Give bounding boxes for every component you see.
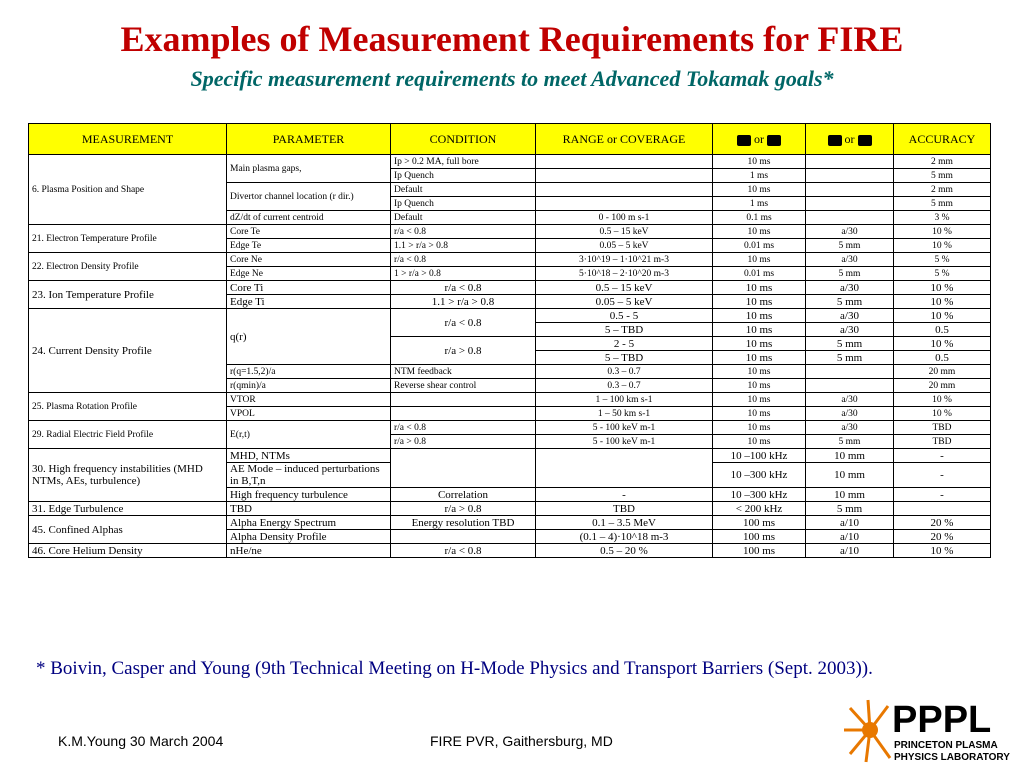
table-cell: Divertor channel location (r dir.) — [227, 183, 391, 211]
table-cell: 30. High frequency instabilities (MHD NTMs, AEs, turbulence) — [29, 449, 227, 502]
table-cell: 5 mm — [806, 295, 894, 309]
table-cell: TBD — [227, 502, 391, 516]
table-cell: dZ/dt of current centroid — [227, 211, 391, 225]
table-cell: 20 mm — [894, 379, 991, 393]
table-cell: 23. Ion Temperature Profile — [29, 281, 227, 309]
table-cell: 5 % — [894, 253, 991, 267]
table-cell: 0.3 – 0.7 — [536, 365, 713, 379]
footer-author-date: K.M.Young 30 March 2004 — [58, 733, 224, 749]
header-measurement: MEASUREMENT — [29, 124, 227, 155]
table-cell: 5 mm — [806, 351, 894, 365]
table-cell: Correlation — [391, 488, 536, 502]
header-parameter: PARAMETER — [227, 124, 391, 155]
table-cell: 1 – 50 km s-1 — [536, 407, 713, 421]
table-cell: 0.01 ms — [713, 267, 806, 281]
table-row — [29, 421, 991, 435]
table-cell: 10 mm — [806, 488, 894, 502]
delta-k-icon — [858, 135, 872, 146]
table-row — [29, 449, 991, 463]
table-cell: 2 mm — [894, 183, 991, 197]
table-cell: 5 mm — [806, 502, 894, 516]
table-cell: 5 mm — [806, 337, 894, 351]
table-body — [29, 155, 991, 558]
logo-main-text: PPPL — [892, 699, 992, 741]
table-cell: r/a > 0.8 — [391, 502, 536, 516]
table-cell: 0.5 — [894, 351, 991, 365]
table-cell — [806, 379, 894, 393]
table-cell: 5 mm — [806, 435, 894, 449]
table-cell: 10 % — [894, 295, 991, 309]
table-cell: 0.5 – 20 % — [536, 544, 713, 558]
table-cell: 100 ms — [713, 516, 806, 530]
table-cell: 5 mm — [894, 169, 991, 183]
table-cell: - — [894, 449, 991, 463]
delta-f-icon — [767, 135, 781, 146]
table-cell: 10 ms — [713, 253, 806, 267]
table-cell — [536, 183, 713, 197]
table-cell: a/30 — [806, 309, 894, 323]
table-cell: Alpha Energy Spectrum — [227, 516, 391, 530]
table-cell: E(r,t) — [227, 421, 391, 449]
table-row — [29, 516, 991, 530]
table-cell: 2 mm — [894, 155, 991, 169]
table-cell: 10 % — [894, 544, 991, 558]
table-cell — [806, 169, 894, 183]
table-cell: Alpha Density Profile — [227, 530, 391, 544]
table-cell: a/30 — [806, 323, 894, 337]
table-cell: 10 –300 kHz — [713, 463, 806, 488]
table-cell: Ip > 0.2 MA, full bore — [391, 155, 536, 169]
table-cell: 20 mm — [894, 365, 991, 379]
table-cell: 3·10^19 – 1·10^21 m-3 — [536, 253, 713, 267]
table-cell: 10 ms — [713, 421, 806, 435]
table-cell: a/30 — [806, 393, 894, 407]
table-cell: Core Te — [227, 225, 391, 239]
table-cell: 10 % — [894, 309, 991, 323]
table-cell: 0.5 - 5 — [536, 309, 713, 323]
table-cell: 5 – TBD — [536, 351, 713, 365]
table-cell: 10 ms — [713, 435, 806, 449]
table-cell: 29. Radial Electric Field Profile — [29, 421, 227, 449]
table-cell: 1 ms — [713, 197, 806, 211]
table-cell: 0.5 – 15 keV — [536, 281, 713, 295]
measurement-table — [28, 123, 991, 558]
header-or-label: or — [844, 132, 855, 146]
logo-line1: PRINCETON PLASMA — [894, 740, 998, 751]
table-cell: 10 ms — [713, 309, 806, 323]
table-cell: q(r) — [227, 309, 391, 365]
table-cell: 10 % — [894, 281, 991, 295]
table-cell: 0 - 100 m s-1 — [536, 211, 713, 225]
table-cell: 22. Electron Density Profile — [29, 253, 227, 281]
table-cell: 0.5 – 15 keV — [536, 225, 713, 239]
table-cell: 2 - 5 — [536, 337, 713, 351]
header-accuracy: ACCURACY — [894, 124, 991, 155]
table-cell — [806, 155, 894, 169]
table-cell: r(qmin)/a — [227, 379, 391, 393]
table-cell: 5 % — [894, 267, 991, 281]
table-cell: 0.05 – 5 keV — [536, 295, 713, 309]
table-cell: Ip Quench — [391, 169, 536, 183]
delta-x-icon — [828, 135, 842, 146]
table-cell: 5 mm — [894, 197, 991, 211]
table-cell: 10 ms — [713, 407, 806, 421]
table-cell: 100 ms — [713, 544, 806, 558]
table-cell: 10 ms — [713, 393, 806, 407]
table-cell — [391, 530, 536, 544]
table-row — [29, 225, 991, 239]
table-row — [29, 502, 991, 516]
table-cell: 20 % — [894, 516, 991, 530]
table-cell: 46. Core Helium Density — [29, 544, 227, 558]
table-cell: Edge Ne — [227, 267, 391, 281]
table-cell: 0.1 ms — [713, 211, 806, 225]
table-cell: r/a < 0.8 — [391, 544, 536, 558]
table-cell: Core Ti — [227, 281, 391, 295]
table-cell: 100 ms — [713, 530, 806, 544]
table-cell: 5 - 100 keV m-1 — [536, 421, 713, 435]
table-cell: 5 – TBD — [536, 323, 713, 337]
table-row — [29, 253, 991, 267]
table-cell: a/30 — [806, 253, 894, 267]
table-cell: r/a > 0.8 — [391, 337, 536, 365]
table-cell — [391, 449, 536, 488]
table-cell — [806, 183, 894, 197]
table-cell: a/10 — [806, 516, 894, 530]
table-cell: a/10 — [806, 544, 894, 558]
logo-line2: PHYSICS LABORATORY — [894, 752, 1010, 763]
table-cell: 1 > r/a > 0.8 — [391, 267, 536, 281]
header-spatial-resolution — [806, 124, 894, 155]
footer-venue: FIRE PVR, Gaithersburg, MD — [430, 733, 613, 749]
table-row — [29, 155, 991, 169]
table-cell: nHe/ne — [227, 544, 391, 558]
table-cell: Default — [391, 211, 536, 225]
table-cell: 10 ms — [713, 155, 806, 169]
header-time-resolution — [713, 124, 806, 155]
table-cell: MHD, NTMs — [227, 449, 391, 463]
table-cell: r/a < 0.8 — [391, 421, 536, 435]
table-cell: 0.1 – 3.5 MeV — [536, 516, 713, 530]
table-row — [29, 281, 991, 295]
table-cell: 6. Plasma Position and Shape — [29, 155, 227, 225]
table-cell: 5 mm — [806, 267, 894, 281]
table-cell: Main plasma gaps, — [227, 155, 391, 183]
table-cell: r(q=1.5,2)/a — [227, 365, 391, 379]
table-cell: 10 % — [894, 337, 991, 351]
table-cell: 45. Confined Alphas — [29, 516, 227, 544]
table-cell: 25. Plasma Rotation Profile — [29, 393, 227, 421]
table-header-row — [29, 124, 991, 155]
table-cell: 10 ms — [713, 183, 806, 197]
table-cell: Energy resolution TBD — [391, 516, 536, 530]
page-subtitle: Specific measurement requirements to meet Advanced Tokamak goals* — [190, 66, 834, 91]
table-cell: 10 mm — [806, 449, 894, 463]
table-cell: r/a < 0.8 — [391, 281, 536, 295]
table-cell — [536, 155, 713, 169]
table-cell: Default — [391, 183, 536, 197]
table-cell — [536, 169, 713, 183]
table-cell: - — [536, 488, 713, 502]
table-cell: a/10 — [806, 530, 894, 544]
table-cell: 5 mm — [806, 239, 894, 253]
table-cell: Core Ne — [227, 253, 391, 267]
table-cell: Reverse shear control — [391, 379, 536, 393]
table-cell: NTM feedback — [391, 365, 536, 379]
table-cell: Edge Te — [227, 239, 391, 253]
table-cell: Ip Quench — [391, 197, 536, 211]
table-cell — [391, 407, 536, 421]
table-cell: TBD — [894, 421, 991, 435]
table-cell: 3 % — [894, 211, 991, 225]
table-cell: Edge Ti — [227, 295, 391, 309]
table-cell: TBD — [536, 502, 713, 516]
table-cell: a/30 — [806, 407, 894, 421]
table-cell: 10 –300 kHz — [713, 488, 806, 502]
table-cell: 10 ms — [713, 225, 806, 239]
table-cell: 10 –100 kHz — [713, 449, 806, 463]
table-cell: 10 % — [894, 393, 991, 407]
table-cell: - — [894, 488, 991, 502]
table-cell: r/a < 0.8 — [391, 253, 536, 267]
table-cell: a/30 — [806, 421, 894, 435]
table-cell: 10 % — [894, 225, 991, 239]
header-or-label: or — [754, 132, 764, 146]
table-cell: 10 mm — [806, 463, 894, 488]
table-cell: AE Mode – induced perturbations in B,T,n — [227, 463, 391, 488]
table-cell: High frequency turbulence — [227, 488, 391, 502]
table-cell: 20 % — [894, 530, 991, 544]
table-cell: 10 ms — [713, 323, 806, 337]
table-cell: 24. Current Density Profile — [29, 309, 227, 393]
table-cell — [806, 365, 894, 379]
table-cell: 10 ms — [713, 351, 806, 365]
table-cell: - — [894, 463, 991, 488]
table-cell — [536, 197, 713, 211]
table-cell: a/30 — [806, 225, 894, 239]
table-cell — [806, 197, 894, 211]
table-cell: 1.1 > r/a > 0.8 — [391, 295, 536, 309]
table-cell: TBD — [894, 435, 991, 449]
pppl-sun-icon — [840, 696, 1010, 764]
table-cell: 1 ms — [713, 169, 806, 183]
table-cell: r/a < 0.8 — [391, 309, 536, 337]
table-cell — [894, 502, 991, 516]
table-cell: 5 - 100 keV m-1 — [536, 435, 713, 449]
table-row — [29, 393, 991, 407]
table-row — [29, 309, 991, 323]
table-cell: 10 ms — [713, 337, 806, 351]
table-cell: 10 ms — [713, 365, 806, 379]
table-cell: 10 ms — [713, 295, 806, 309]
table-cell: 10 ms — [713, 379, 806, 393]
table-row — [29, 544, 991, 558]
table-cell: VPOL — [227, 407, 391, 421]
table-cell: < 200 kHz — [713, 502, 806, 516]
table-cell: 21. Electron Temperature Profile — [29, 225, 227, 253]
table-cell: r/a > 0.8 — [391, 435, 536, 449]
table-cell — [536, 449, 713, 488]
table-cell: a/30 — [806, 281, 894, 295]
table-cell: 0.05 – 5 keV — [536, 239, 713, 253]
header-range: RANGE or COVERAGE — [536, 124, 713, 155]
header-condition: CONDITION — [391, 124, 536, 155]
footnote: * Boivin, Casper and Young (9th Technical Meeting on H-Mode Physics and Transport Barriers (Sept. 2003)). — [36, 658, 873, 679]
page-title: Examples of Measurement Requirements for FIRE — [120, 19, 904, 59]
table-cell: 5·10^18 – 2·10^20 m-3 — [536, 267, 713, 281]
table-cell: 0.01 ms — [713, 239, 806, 253]
table-cell: 10 % — [894, 407, 991, 421]
table-cell: 0.5 — [894, 323, 991, 337]
table-cell — [391, 393, 536, 407]
table-cell: 10 % — [894, 239, 991, 253]
table-cell: 31. Edge Turbulence — [29, 502, 227, 516]
table-cell: VTOR — [227, 393, 391, 407]
table-cell: 1.1 > r/a > 0.8 — [391, 239, 536, 253]
table-cell: (0.1 – 4)·10^18 m-3 — [536, 530, 713, 544]
table-cell: 10 ms — [713, 281, 806, 295]
pppl-logo — [840, 696, 1010, 764]
table-cell: 1 – 100 km s-1 — [536, 393, 713, 407]
table-cell: r/a < 0.8 — [391, 225, 536, 239]
table-cell — [806, 211, 894, 225]
delta-t-icon — [737, 135, 751, 146]
table-cell: 0.3 – 0.7 — [536, 379, 713, 393]
